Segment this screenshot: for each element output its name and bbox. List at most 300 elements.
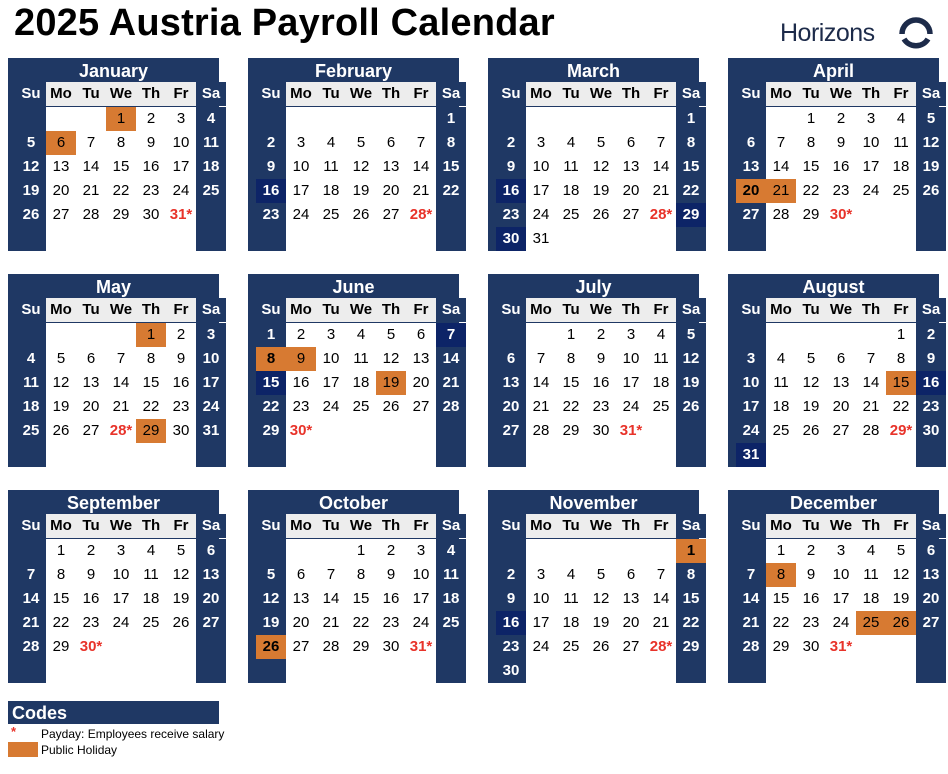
day-cell: 3 xyxy=(286,131,316,155)
day-cell: 27 xyxy=(916,611,946,635)
day-cell: 1 xyxy=(346,539,376,563)
day-cell: 14 xyxy=(406,155,436,179)
day-cell: 17 xyxy=(856,155,886,179)
weekday-header: We xyxy=(826,82,856,106)
day-cell: 16 xyxy=(586,371,616,395)
day-cell: 6 xyxy=(76,347,106,371)
empty-day-cell xyxy=(46,443,76,467)
weekday-header: Fr xyxy=(646,514,676,538)
empty-day-cell xyxy=(406,419,436,443)
day-cell: 17 xyxy=(526,179,556,203)
day-cell: 25 xyxy=(316,203,346,227)
empty-day-cell xyxy=(286,539,316,563)
holiday-cell: 29 xyxy=(136,419,166,443)
day-cell: 26 xyxy=(376,395,406,419)
day-cell: 10 xyxy=(196,347,226,371)
day-cell: 13 xyxy=(826,371,856,395)
day-cell: 14 xyxy=(646,587,676,611)
day-cell: 7 xyxy=(646,131,676,155)
day-cell: 3 xyxy=(526,131,556,155)
empty-day-cell xyxy=(916,443,946,467)
day-cell: 28 xyxy=(856,419,886,443)
payday-cell: 30* xyxy=(826,203,856,227)
day-cell: 28 xyxy=(16,635,46,659)
day-cell: 5 xyxy=(376,323,406,347)
month-january xyxy=(8,58,219,251)
day-cell: 5 xyxy=(586,563,616,587)
day-cell: 12 xyxy=(166,563,196,587)
empty-day-cell xyxy=(346,227,376,251)
day-cell: 27 xyxy=(496,419,526,443)
empty-day-cell xyxy=(316,107,346,131)
day-cell: 13 xyxy=(616,587,646,611)
empty-day-cell xyxy=(556,227,586,251)
empty-day-cell xyxy=(166,659,196,683)
month-october xyxy=(248,490,459,683)
day-cell: 14 xyxy=(856,371,886,395)
empty-day-cell xyxy=(586,443,616,467)
horizons-logo-icon xyxy=(897,12,935,55)
weekday-header: We xyxy=(346,298,376,322)
empty-day-cell xyxy=(616,539,646,563)
day-cell: 18 xyxy=(646,371,676,395)
weekday-header: Tu xyxy=(76,82,106,106)
empty-day-cell xyxy=(376,443,406,467)
day-cell: 15 xyxy=(136,371,166,395)
empty-day-cell xyxy=(676,443,706,467)
weekday-header: Mo xyxy=(46,298,76,322)
day-cell: 19 xyxy=(46,395,76,419)
day-cell: 4 xyxy=(346,323,376,347)
weekday-header: Su xyxy=(496,82,526,106)
day-cell: 3 xyxy=(526,563,556,587)
day-cell: 25 xyxy=(436,611,466,635)
day-cell: 22 xyxy=(766,611,796,635)
empty-day-cell xyxy=(496,443,526,467)
day-cell: 19 xyxy=(916,155,946,179)
weekday-header: Su xyxy=(496,514,526,538)
day-cell: 10 xyxy=(616,347,646,371)
day-cell: 4 xyxy=(856,539,886,563)
payday-asterisk-icon: * xyxy=(11,724,17,739)
empty-day-cell xyxy=(376,107,406,131)
empty-day-cell xyxy=(646,419,676,443)
day-cell: 27 xyxy=(826,419,856,443)
day-cell: 31 xyxy=(526,227,556,251)
day-cell: 27 xyxy=(196,611,226,635)
empty-day-cell xyxy=(196,443,226,467)
day-cell: 27 xyxy=(76,419,106,443)
empty-day-cell xyxy=(586,227,616,251)
day-cell: 12 xyxy=(796,371,826,395)
day-cell: 20 xyxy=(916,587,946,611)
day-cell: 14 xyxy=(646,155,676,179)
day-cell: 7 xyxy=(736,563,766,587)
day-cell: 14 xyxy=(436,347,466,371)
weekday-header: Sa xyxy=(436,514,466,538)
day-cell: 9 xyxy=(826,131,856,155)
weekday-header: Fr xyxy=(166,82,196,106)
day-cell: 4 xyxy=(196,107,226,131)
day-cell: 26 xyxy=(586,203,616,227)
weekday-header: Fr xyxy=(646,298,676,322)
day-cell: 27 xyxy=(286,635,316,659)
day-cell: 12 xyxy=(586,587,616,611)
empty-day-cell xyxy=(376,419,406,443)
empty-day-cell xyxy=(586,539,616,563)
weekday-header: Th xyxy=(376,298,406,322)
empty-day-cell xyxy=(346,107,376,131)
day-cell: 19 xyxy=(346,179,376,203)
day-cell: 24 xyxy=(196,395,226,419)
empty-day-cell xyxy=(556,659,586,683)
empty-day-cell xyxy=(766,107,796,131)
day-cell: 1 xyxy=(886,323,916,347)
empty-day-cell xyxy=(736,323,766,347)
day-cell: 16 xyxy=(76,587,106,611)
day-cell: 14 xyxy=(736,587,766,611)
empty-day-cell xyxy=(736,659,766,683)
day-cell: 27 xyxy=(46,203,76,227)
day-cell: 6 xyxy=(376,131,406,155)
empty-day-cell xyxy=(886,203,916,227)
day-cell: 16 xyxy=(796,587,826,611)
weekday-header: Sa xyxy=(916,82,946,106)
day-cell: 18 xyxy=(856,587,886,611)
day-cell: 1 xyxy=(256,323,286,347)
empty-day-cell xyxy=(16,227,46,251)
empty-day-cell xyxy=(16,443,46,467)
day-cell: 23 xyxy=(826,179,856,203)
legend-title: Codes xyxy=(8,701,219,724)
holiday-cell: 26 xyxy=(886,611,916,635)
weekday-header: We xyxy=(586,82,616,106)
weekday-header: Tu xyxy=(796,298,826,322)
month-name: December xyxy=(789,493,878,513)
day-cell: 6 xyxy=(736,131,766,155)
day-cell: 13 xyxy=(46,155,76,179)
day-cell: 2 xyxy=(136,107,166,131)
month-name: February xyxy=(314,61,393,81)
month-february xyxy=(248,58,459,251)
empty-day-cell xyxy=(826,659,856,683)
empty-day-cell xyxy=(436,419,466,443)
day-cell: 18 xyxy=(346,371,376,395)
day-cell: 11 xyxy=(196,131,226,155)
empty-day-cell xyxy=(676,659,706,683)
day-cell: 8 xyxy=(796,131,826,155)
day-cell: 6 xyxy=(616,131,646,155)
empty-day-cell xyxy=(16,539,46,563)
weekday-header: Tu xyxy=(556,514,586,538)
day-cell: 15 xyxy=(256,371,286,395)
day-cell: 24 xyxy=(826,611,856,635)
empty-day-cell xyxy=(286,227,316,251)
day-cell: 12 xyxy=(46,371,76,395)
day-cell: 23 xyxy=(136,179,166,203)
day-cell: 12 xyxy=(886,563,916,587)
holiday-swatch xyxy=(8,742,38,757)
day-cell: 29 xyxy=(676,635,706,659)
empty-day-cell xyxy=(136,635,166,659)
weekday-header: We xyxy=(106,82,136,106)
day-cell: 18 xyxy=(16,395,46,419)
day-cell: 8 xyxy=(676,563,706,587)
day-cell: 4 xyxy=(136,539,166,563)
empty-day-cell xyxy=(856,635,886,659)
day-cell: 20 xyxy=(616,611,646,635)
day-cell: 12 xyxy=(346,155,376,179)
empty-day-cell xyxy=(256,227,286,251)
day-cell: 5 xyxy=(676,323,706,347)
day-cell: 28 xyxy=(76,203,106,227)
empty-day-cell xyxy=(616,107,646,131)
day-cell: 15 xyxy=(796,155,826,179)
month-june xyxy=(248,274,459,467)
weekday-header: Fr xyxy=(406,514,436,538)
holiday-cell: 8 xyxy=(766,563,796,587)
empty-day-cell xyxy=(826,323,856,347)
empty-day-cell xyxy=(196,635,226,659)
weekday-header: Th xyxy=(376,514,406,538)
weekday-header: Tu xyxy=(556,82,586,106)
empty-day-cell xyxy=(826,443,856,467)
day-cell: 15 xyxy=(556,371,586,395)
day-cell: 27 xyxy=(616,203,646,227)
empty-day-cell xyxy=(796,443,826,467)
day-cell: 30 xyxy=(166,419,196,443)
day-cell: 19 xyxy=(796,395,826,419)
day-cell: 20 xyxy=(496,395,526,419)
day-cell: 28 xyxy=(736,635,766,659)
day-cell: 19 xyxy=(586,611,616,635)
empty-day-cell xyxy=(526,107,556,131)
day-cell: 9 xyxy=(376,563,406,587)
weekday-header: Tu xyxy=(316,514,346,538)
weekday-header: Su xyxy=(16,298,46,322)
day-cell: 14 xyxy=(106,371,136,395)
day-cell: 11 xyxy=(766,371,796,395)
day-cell: 13 xyxy=(736,155,766,179)
empty-day-cell xyxy=(766,443,796,467)
empty-day-cell xyxy=(556,107,586,131)
empty-day-cell xyxy=(436,443,466,467)
empty-day-cell xyxy=(586,659,616,683)
payday-cell: 31* xyxy=(166,203,196,227)
day-cell: 5 xyxy=(256,563,286,587)
empty-day-cell xyxy=(796,659,826,683)
day-cell: 9 xyxy=(256,155,286,179)
empty-day-cell xyxy=(106,227,136,251)
day-cell: 7 xyxy=(76,131,106,155)
day-cell: 10 xyxy=(406,563,436,587)
day-cell: 17 xyxy=(406,587,436,611)
day-cell: 10 xyxy=(316,347,346,371)
day-cell: 13 xyxy=(616,155,646,179)
weekday-header: Tu xyxy=(796,514,826,538)
day-cell: 11 xyxy=(436,563,466,587)
month-name: March xyxy=(566,61,620,81)
day-cell: 1 xyxy=(766,539,796,563)
empty-day-cell xyxy=(616,659,646,683)
empty-day-cell xyxy=(46,227,76,251)
day-cell: 8 xyxy=(436,131,466,155)
empty-day-cell xyxy=(346,659,376,683)
holiday-cell: 21 xyxy=(766,179,796,203)
holiday-cell: 1 xyxy=(676,539,706,563)
day-cell: 18 xyxy=(556,179,586,203)
day-cell: 7 xyxy=(766,131,796,155)
payday-cell: 30* xyxy=(76,635,106,659)
empty-day-cell xyxy=(136,659,166,683)
day-cell: 30 xyxy=(796,635,826,659)
day-cell: 8 xyxy=(46,563,76,587)
day-cell: 5 xyxy=(886,539,916,563)
day-cell: 21 xyxy=(106,395,136,419)
day-cell: 2 xyxy=(826,107,856,131)
day-cell: 15 xyxy=(436,155,466,179)
weekday-header: Fr xyxy=(406,82,436,106)
empty-day-cell xyxy=(526,323,556,347)
day-cell: 11 xyxy=(886,131,916,155)
day-cell: 13 xyxy=(286,587,316,611)
payday-cell: 28* xyxy=(646,203,676,227)
day-cell: 8 xyxy=(556,347,586,371)
empty-day-cell xyxy=(316,443,346,467)
weekday-header: We xyxy=(106,298,136,322)
empty-day-cell xyxy=(196,659,226,683)
day-cell: 9 xyxy=(586,347,616,371)
empty-day-cell xyxy=(766,659,796,683)
empty-day-cell xyxy=(106,635,136,659)
day-cell: 5 xyxy=(16,131,46,155)
empty-day-cell xyxy=(316,539,346,563)
day-cell: 11 xyxy=(316,155,346,179)
month-name: August xyxy=(802,277,865,297)
day-cell: 25 xyxy=(346,395,376,419)
day-cell: 15 xyxy=(346,587,376,611)
day-cell: 7 xyxy=(646,563,676,587)
empty-day-cell xyxy=(496,323,526,347)
weekday-header: Th xyxy=(136,298,166,322)
day-cell: 15 xyxy=(106,155,136,179)
day-cell: 7 xyxy=(436,323,466,347)
month-name: July xyxy=(575,277,612,297)
brand xyxy=(780,12,935,55)
weekday-header: Tu xyxy=(796,82,826,106)
empty-day-cell xyxy=(676,227,706,251)
day-cell: 27 xyxy=(376,203,406,227)
day-cell: 9 xyxy=(166,347,196,371)
holiday-cell: 15 xyxy=(886,371,916,395)
empty-day-cell xyxy=(436,203,466,227)
day-cell: 15 xyxy=(676,155,706,179)
day-cell: 5 xyxy=(46,347,76,371)
empty-day-cell xyxy=(16,107,46,131)
holiday-cell: 19 xyxy=(376,371,406,395)
day-cell: 16 xyxy=(916,371,946,395)
day-cell: 23 xyxy=(496,203,526,227)
day-cell: 29 xyxy=(796,203,826,227)
day-cell: 23 xyxy=(796,611,826,635)
empty-day-cell xyxy=(796,323,826,347)
payday-cell: 30* xyxy=(286,419,316,443)
empty-day-cell xyxy=(16,323,46,347)
day-cell: 29 xyxy=(346,635,376,659)
day-cell: 2 xyxy=(166,323,196,347)
day-cell: 23 xyxy=(496,635,526,659)
day-cell: 3 xyxy=(616,323,646,347)
payday-cell: 31* xyxy=(826,635,856,659)
weekday-header: Tu xyxy=(556,298,586,322)
empty-day-cell xyxy=(286,107,316,131)
empty-day-cell xyxy=(556,443,586,467)
day-cell: 21 xyxy=(856,395,886,419)
weekday-header: Fr xyxy=(166,514,196,538)
day-cell: 7 xyxy=(106,347,136,371)
day-cell: 11 xyxy=(346,347,376,371)
day-cell: 26 xyxy=(166,611,196,635)
empty-day-cell xyxy=(856,659,886,683)
day-cell: 29 xyxy=(106,203,136,227)
day-cell: 16 xyxy=(496,179,526,203)
legend-holiday xyxy=(8,742,117,757)
empty-day-cell xyxy=(586,107,616,131)
day-cell: 14 xyxy=(16,587,46,611)
weekday-header: Sa xyxy=(916,298,946,322)
day-cell: 8 xyxy=(346,563,376,587)
day-cell: 21 xyxy=(406,179,436,203)
month-may xyxy=(8,274,219,467)
weekday-header: Tu xyxy=(76,514,106,538)
day-cell: 9 xyxy=(496,155,526,179)
empty-day-cell xyxy=(16,659,46,683)
weekday-header: Sa xyxy=(916,514,946,538)
day-cell: 13 xyxy=(406,347,436,371)
day-cell: 2 xyxy=(586,323,616,347)
empty-day-cell xyxy=(286,659,316,683)
day-cell: 31 xyxy=(196,419,226,443)
day-cell: 20 xyxy=(826,395,856,419)
empty-day-cell xyxy=(796,227,826,251)
day-cell: 2 xyxy=(286,323,316,347)
day-cell: 1 xyxy=(46,539,76,563)
empty-day-cell xyxy=(856,323,886,347)
day-cell: 29 xyxy=(766,635,796,659)
day-cell: 22 xyxy=(886,395,916,419)
day-cell: 16 xyxy=(166,371,196,395)
day-cell: 12 xyxy=(376,347,406,371)
empty-day-cell xyxy=(646,107,676,131)
month-name: October xyxy=(318,493,388,513)
day-cell: 5 xyxy=(916,107,946,131)
weekday-header: Sa xyxy=(676,298,706,322)
day-cell: 21 xyxy=(76,179,106,203)
day-cell: 26 xyxy=(916,179,946,203)
empty-day-cell xyxy=(76,107,106,131)
month-march xyxy=(488,58,699,251)
empty-day-cell xyxy=(436,227,466,251)
empty-day-cell xyxy=(256,443,286,467)
day-cell: 21 xyxy=(436,371,466,395)
day-cell: 26 xyxy=(46,419,76,443)
day-cell: 19 xyxy=(676,371,706,395)
empty-day-cell xyxy=(616,227,646,251)
day-cell: 2 xyxy=(796,539,826,563)
empty-day-cell xyxy=(136,227,166,251)
day-cell: 23 xyxy=(256,203,286,227)
day-cell: 3 xyxy=(826,539,856,563)
